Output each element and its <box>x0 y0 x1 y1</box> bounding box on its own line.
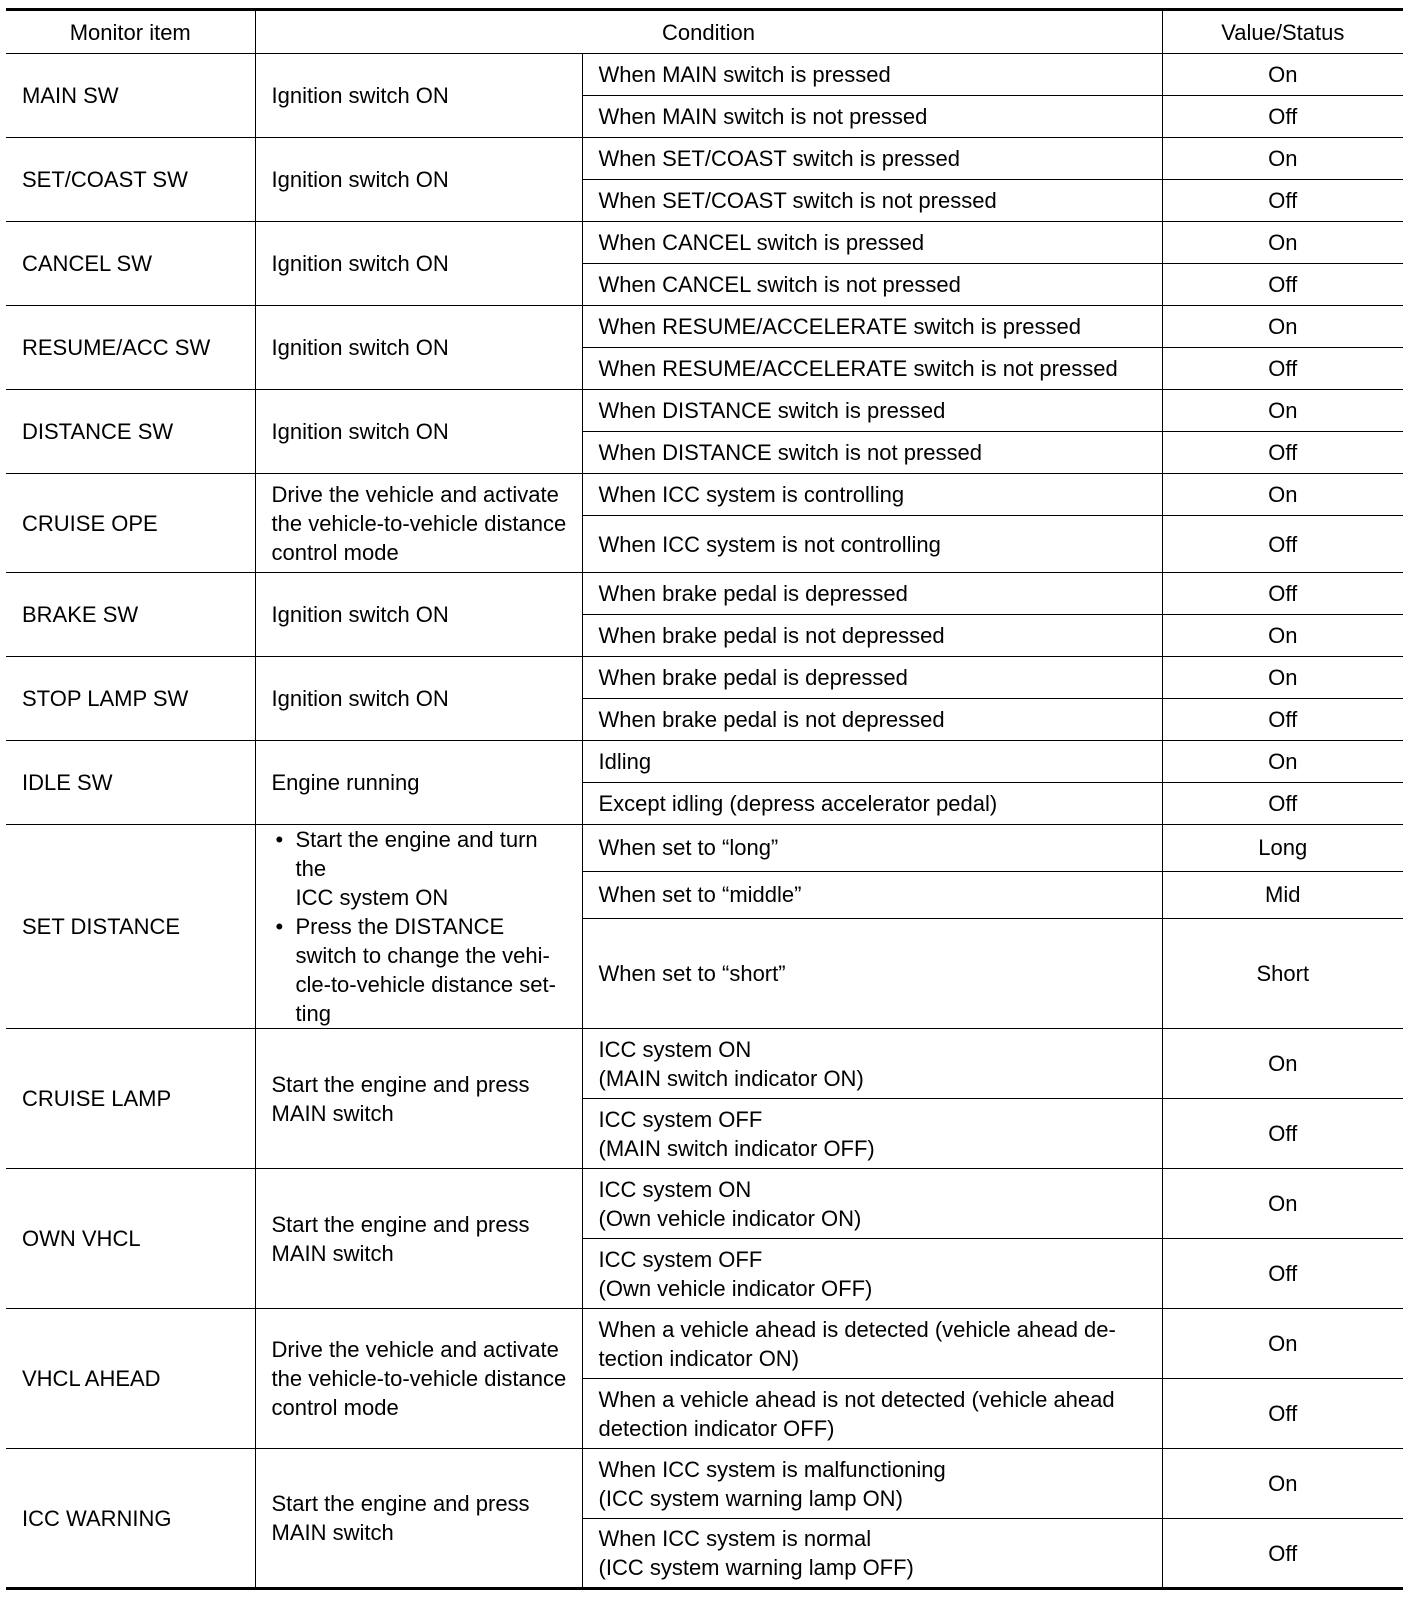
sub-condition-line: When brake pedal is depressed <box>598 665 908 690</box>
sub-condition-cell <box>582 1169 1162 1239</box>
sub-condition-cell <box>582 1239 1162 1309</box>
sub-condition-cell <box>582 741 1162 783</box>
value-status-cell: Off <box>1162 264 1403 306</box>
monitor-item-cell: ICC WARNING <box>6 1449 255 1589</box>
sub-condition-cell <box>582 306 1162 348</box>
sub-condition-cell <box>582 699 1162 741</box>
condition-cell <box>255 138 582 222</box>
monitor-item-cell: CRUISE OPE <box>6 474 255 573</box>
table-row <box>6 657 1403 699</box>
value-status-cell: On <box>1162 1309 1403 1379</box>
table-row <box>6 390 1403 432</box>
condition-line: switch to change the vehi- <box>295 943 550 968</box>
sub-condition-line: (MAIN switch indicator ON) <box>598 1065 864 1091</box>
sub-condition-cell <box>582 615 1162 657</box>
monitor-item-cell: OWN VHCL <box>6 1169 255 1309</box>
table-row <box>6 1169 1403 1239</box>
monitor-item-cell: BRAKE SW <box>6 573 255 657</box>
sub-condition-line: When brake pedal is depressed <box>598 581 908 606</box>
sub-condition-line: When ICC system is malfunctioning <box>598 1456 946 1482</box>
sub-condition-line: When CANCEL switch is not pressed <box>598 272 961 297</box>
condition-line: Engine running <box>271 770 420 795</box>
sub-condition-line: When SET/COAST switch is not pressed <box>598 188 997 213</box>
sub-condition-line: When set to “short” <box>598 960 786 986</box>
sub-condition-cell <box>582 264 1162 306</box>
sub-condition-line: tection indicator ON) <box>598 1345 800 1371</box>
sub-condition-cell <box>582 474 1162 516</box>
sub-condition-line: When SET/COAST switch is pressed <box>598 146 960 171</box>
header-condition: Condition <box>255 10 1162 54</box>
sub-condition-cell <box>582 516 1162 573</box>
sub-condition-cell <box>582 573 1162 615</box>
sub-condition-line: When brake pedal is not depressed <box>598 707 945 732</box>
condition-line: ICC system ON <box>295 885 449 910</box>
condition-cell <box>255 1169 582 1309</box>
value-status-cell: Off <box>1162 699 1403 741</box>
sub-condition-line: ICC system OFF <box>598 1106 763 1132</box>
sub-condition-cell <box>582 432 1162 474</box>
condition-bullet-list <box>272 825 574 1028</box>
condition-line: MAIN switch <box>271 1240 394 1266</box>
sub-condition-line: (ICC system warning lamp ON) <box>598 1485 903 1511</box>
monitor-item-cell: SET/COAST SW <box>6 138 255 222</box>
table-row <box>6 222 1403 264</box>
sub-condition-line: (MAIN switch indicator OFF) <box>598 1135 875 1161</box>
sub-condition-line: When DISTANCE switch is pressed <box>598 398 946 423</box>
monitor-item-cell: STOP LAMP SW <box>6 657 255 741</box>
value-status-cell: On <box>1162 306 1403 348</box>
value-status-cell: On <box>1162 54 1403 96</box>
sub-condition-line: (ICC system warning lamp OFF) <box>598 1555 914 1580</box>
table-body <box>6 54 1403 1589</box>
condition-bullet-item <box>272 825 574 912</box>
sub-condition-cell <box>582 222 1162 264</box>
sub-condition-line: Idling <box>598 749 652 774</box>
condition-cell <box>255 1449 582 1589</box>
sub-condition-line: When ICC system is not controlling <box>598 531 941 557</box>
value-status-cell: Off <box>1162 348 1403 390</box>
condition-line: the vehicle-to-vehicle distance <box>271 1366 567 1391</box>
sub-condition-line: When a vehicle ahead is detected (vehicle ahead de- <box>598 1316 1116 1342</box>
sub-condition-line: Except idling (depress accelerator pedal) <box>598 791 998 816</box>
value-status-cell: Off <box>1162 573 1403 615</box>
monitor-item-cell: CRUISE LAMP <box>6 1029 255 1169</box>
sub-condition-cell <box>582 1309 1162 1379</box>
table-row <box>6 1029 1403 1099</box>
monitor-item-cell: IDLE SW <box>6 741 255 825</box>
condition-cell <box>255 474 582 573</box>
sub-condition-line: When ICC system is normal <box>598 1526 872 1551</box>
condition-line: Ignition switch ON <box>271 335 449 360</box>
table-row <box>6 474 1403 516</box>
sub-condition-cell <box>582 871 1162 918</box>
monitor-item-cell: CANCEL SW <box>6 222 255 306</box>
value-status-cell: On <box>1162 1029 1403 1099</box>
condition-line: ting <box>295 1001 331 1026</box>
condition-cell <box>255 54 582 138</box>
sub-condition-line: (Own vehicle indicator OFF) <box>598 1275 873 1301</box>
condition-line: Start the engine and press <box>271 1071 530 1097</box>
sub-condition-cell <box>582 96 1162 138</box>
condition-line: Drive the vehicle and activate <box>271 1337 559 1362</box>
condition-line: the vehicle-to-vehicle distance <box>271 510 567 536</box>
condition-cell <box>255 390 582 474</box>
monitor-item-table <box>6 8 1403 1590</box>
value-status-cell: On <box>1162 741 1403 783</box>
value-status-cell: On <box>1162 390 1403 432</box>
sub-condition-line: When a vehicle ahead is not detected (vehicle ahead <box>598 1386 1115 1412</box>
sub-condition-line: When RESUME/ACCELERATE switch is not pressed <box>598 356 1118 381</box>
sub-condition-cell <box>582 1379 1162 1449</box>
sub-condition-line: When CANCEL switch is pressed <box>598 230 925 255</box>
condition-cell <box>255 741 582 825</box>
value-status-cell: Off <box>1162 432 1403 474</box>
condition-line: Ignition switch ON <box>271 602 449 627</box>
value-status-cell: Off <box>1162 1099 1403 1169</box>
table-row <box>6 741 1403 783</box>
condition-line: Ignition switch ON <box>271 686 449 711</box>
sub-condition-cell <box>582 1519 1162 1589</box>
header-monitor-item: Monitor item <box>6 10 255 54</box>
monitor-item-cell: SET DISTANCE <box>6 825 255 1029</box>
value-status-cell: Off <box>1162 180 1403 222</box>
condition-cell <box>255 825 582 1029</box>
sub-condition-cell <box>582 54 1162 96</box>
table-row <box>6 54 1403 96</box>
sub-condition-line: (Own vehicle indicator ON) <box>598 1205 862 1231</box>
value-status-cell: Off <box>1162 516 1403 573</box>
sub-condition-line: When brake pedal is not depressed <box>598 623 945 648</box>
sub-condition-cell <box>582 138 1162 180</box>
sub-condition-cell <box>582 390 1162 432</box>
condition-cell <box>255 306 582 390</box>
sub-condition-cell <box>582 1099 1162 1169</box>
condition-cell <box>255 222 582 306</box>
sub-condition-cell <box>582 1449 1162 1519</box>
monitor-item-cell: VHCL AHEAD <box>6 1309 255 1449</box>
monitor-item-cell: MAIN SW <box>6 54 255 138</box>
sub-condition-line: ICC system OFF <box>598 1246 763 1272</box>
condition-line: Ignition switch ON <box>271 83 449 108</box>
sub-condition-cell <box>582 783 1162 825</box>
condition-line: control mode <box>271 1395 399 1420</box>
table-row <box>6 1309 1403 1379</box>
condition-line: Start the engine and press <box>271 1491 530 1516</box>
monitor-item-cell: DISTANCE SW <box>6 390 255 474</box>
sub-condition-line: detection indicator OFF) <box>598 1415 835 1441</box>
condition-bullet-item <box>272 912 574 1028</box>
sub-condition-line: When set to “middle” <box>598 882 802 908</box>
condition-line: Start the engine and turn the <box>295 827 538 881</box>
table-row <box>6 825 1403 872</box>
header-value-status: Value/Status <box>1162 10 1403 54</box>
value-status-cell: Off <box>1162 96 1403 138</box>
value-status-cell: On <box>1162 615 1403 657</box>
value-status-cell: On <box>1162 1169 1403 1239</box>
table-row <box>6 573 1403 615</box>
sub-condition-line: ICC system ON <box>598 1176 752 1202</box>
sub-condition-cell <box>582 825 1162 872</box>
sub-condition-line: When MAIN switch is pressed <box>598 62 891 87</box>
value-status-cell: On <box>1162 657 1403 699</box>
value-status-cell: On <box>1162 222 1403 264</box>
value-status-cell: Off <box>1162 1239 1403 1309</box>
condition-cell <box>255 1029 582 1169</box>
condition-cell <box>255 573 582 657</box>
table-row <box>6 1449 1403 1519</box>
condition-line: MAIN switch <box>271 1100 394 1126</box>
value-status-cell: Short <box>1162 918 1403 1028</box>
condition-line: Start the engine and press <box>271 1211 530 1237</box>
condition-line: Press the DISTANCE <box>295 914 505 939</box>
value-status-cell: Mid <box>1162 871 1403 918</box>
table-header-row <box>6 10 1403 54</box>
value-status-cell: On <box>1162 1449 1403 1519</box>
condition-cell <box>255 657 582 741</box>
value-status-cell: Long <box>1162 825 1403 872</box>
value-status-cell: Off <box>1162 1379 1403 1449</box>
value-status-cell: Off <box>1162 783 1403 825</box>
sub-condition-line: When DISTANCE switch is not pressed <box>598 440 982 465</box>
value-status-cell: On <box>1162 138 1403 180</box>
sub-condition-cell <box>582 657 1162 699</box>
table-row <box>6 306 1403 348</box>
monitor-item-cell: RESUME/ACC SW <box>6 306 255 390</box>
monitor-table-sheet <box>6 8 1403 1590</box>
condition-line: Ignition switch ON <box>271 167 449 192</box>
sub-condition-line: When RESUME/ACCELERATE switch is pressed <box>598 314 1082 339</box>
sub-condition-line: When set to “long” <box>598 835 779 861</box>
condition-line: control mode <box>271 539 399 565</box>
condition-line: Ignition switch ON <box>271 251 449 276</box>
value-status-cell: On <box>1162 474 1403 516</box>
sub-condition-line: When ICC system is controlling <box>598 482 905 507</box>
sub-condition-cell <box>582 1029 1162 1099</box>
condition-line: cle-to-vehicle distance set- <box>295 972 556 997</box>
value-status-cell: Off <box>1162 1519 1403 1589</box>
table-row <box>6 138 1403 180</box>
condition-line: Drive the vehicle and activate <box>271 481 559 507</box>
condition-line: MAIN switch <box>271 1520 394 1545</box>
condition-line: Ignition switch ON <box>271 419 449 444</box>
sub-condition-line: When MAIN switch is not pressed <box>598 104 928 129</box>
sub-condition-cell <box>582 918 1162 1028</box>
sub-condition-line: ICC system ON <box>598 1036 752 1062</box>
condition-cell <box>255 1309 582 1449</box>
sub-condition-cell <box>582 180 1162 222</box>
sub-condition-cell <box>582 348 1162 390</box>
